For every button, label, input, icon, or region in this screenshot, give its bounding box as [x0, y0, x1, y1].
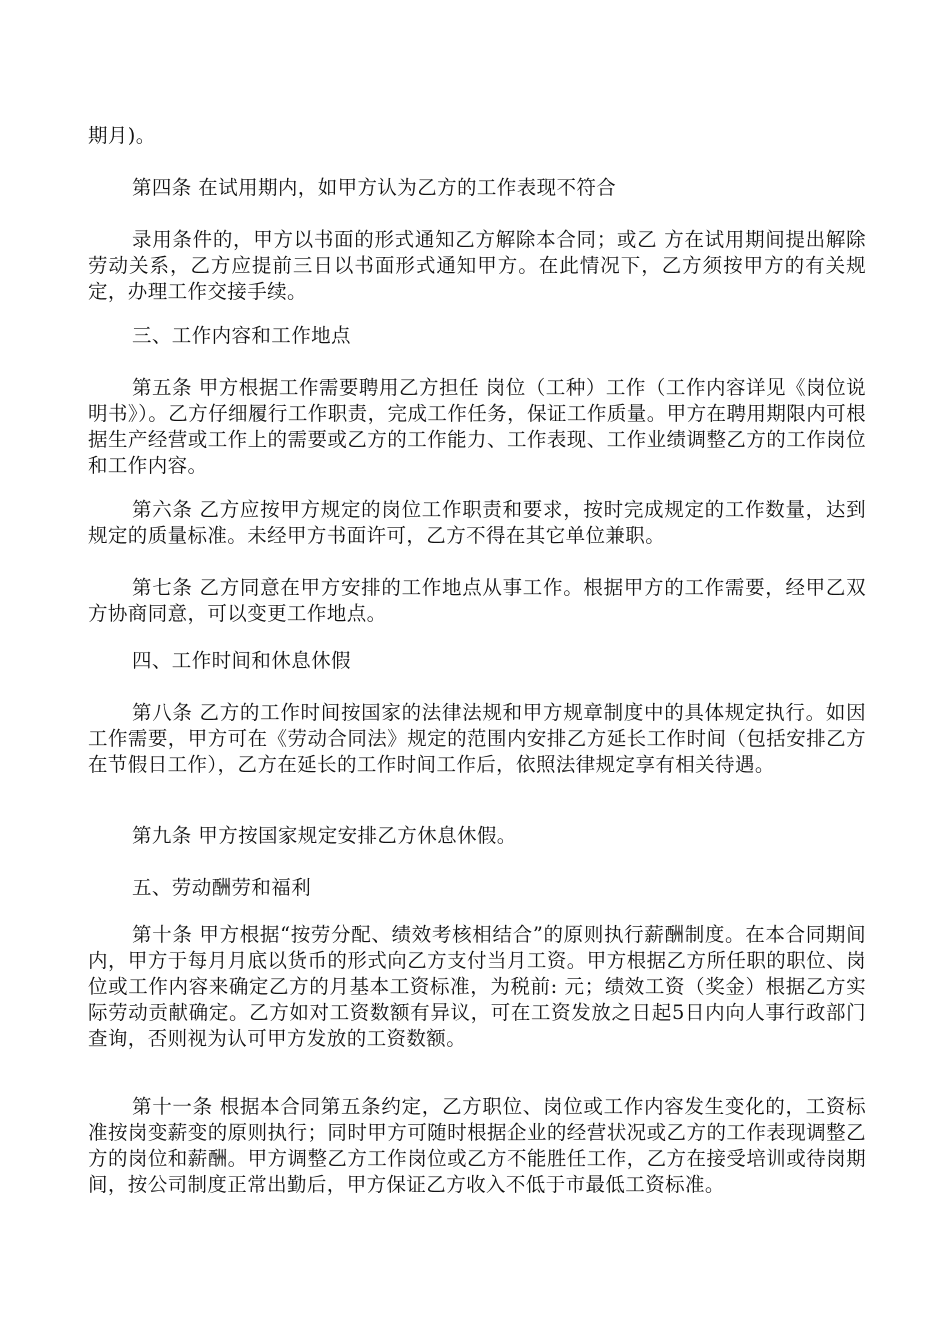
paragraph-article-5: 第五条 甲方根据工作需要聘用乙方担任 岗位（工种）工作（工作内容详见《岗位说明书》）。乙方仔细履行工作职责，完成工作任务，保证工作质量。甲方在聘用期限内可根据生产经营或工作上的需要或乙方的工作能力、工作表现、工作业绩调整乙方的工作岗位和工作内容。 — [88, 376, 866, 477]
section-heading-4: 四、工作时间和休息休假 — [132, 649, 351, 672]
paragraph-article-10: 第十条 甲方根据“按劳分配、绩效考核相结合”的原则执行薪酬制度。在本合同期间内，甲方于每月月底以货币的形式向乙方支付当月工资。甲方根据乙方所任职的职位、岗位或工作内容来确定乙方的月基本工资标准，为税前: 元；绩效工资（奖金）根据乙方实际劳动贡献确定。乙方如对工资数额有异议，可在工资发放之日起5日内向人事行政部门查询，否则视为认可甲方发放的工资数额。 — [88, 923, 866, 1050]
paragraph-article-4-start: 第四条 在试用期内，如甲方认为乙方的工作表现不符合 — [132, 176, 617, 199]
paragraph-article-4-cont: 录用条件的，甲方以书面的形式通知乙方解除本合同；或乙 方在试用期间提出解除劳动关系，乙方应提前三日以书面形式通知甲方。在此情况下，乙方须按甲方的有关规定，办理工作交接手续。 — [88, 228, 866, 303]
section-heading-3: 三、工作内容和工作地点 — [132, 324, 351, 347]
paragraph-article-7: 第七条 乙方同意在甲方安排的工作地点从事工作。根据甲方的工作需要，经甲乙双方协商同意，可以变更工作地点。 — [88, 576, 866, 625]
section-heading-5: 五、劳动酬劳和福利 — [132, 876, 312, 899]
paragraph-article-6: 第六条 乙方应按甲方规定的岗位工作职责和要求，按时完成规定的工作数量，达到规定的质量标准。未经甲方书面许可，乙方不得在其它单位兼职。 — [88, 498, 866, 547]
paragraph-article-8: 第八条 乙方的工作时间按国家的法律法规和甲方规章制度中的具体规定执行。如因工作需要，甲方可在《劳动合同法》规定的范围内安排乙方延长工作时间（包括安排乙方在节假日工作），乙方在延长的工作时间工作后，依照法律规定享有相关待遇。 — [88, 701, 866, 776]
paragraph-article-11: 第十一条 根据本合同第五条约定，乙方职位、岗位或工作内容发生变化的，工资标准按岗变薪变的原则执行；同时甲方可随时根据企业的经营状况或乙方的工作表现调整乙方的岗位和薪酬。甲方调整乙方工作岗位或乙方不能胜任工作，乙方在接受培训或待岗期间，按公司制度正常出勤后，甲方保证乙方收入不低于市最低工资标准。 — [88, 1095, 866, 1196]
paragraph-article-9: 第九条 甲方按国家规定安排乙方休息休假。 — [132, 824, 517, 847]
paragraph-continuation: 期月)。 — [88, 124, 156, 147]
